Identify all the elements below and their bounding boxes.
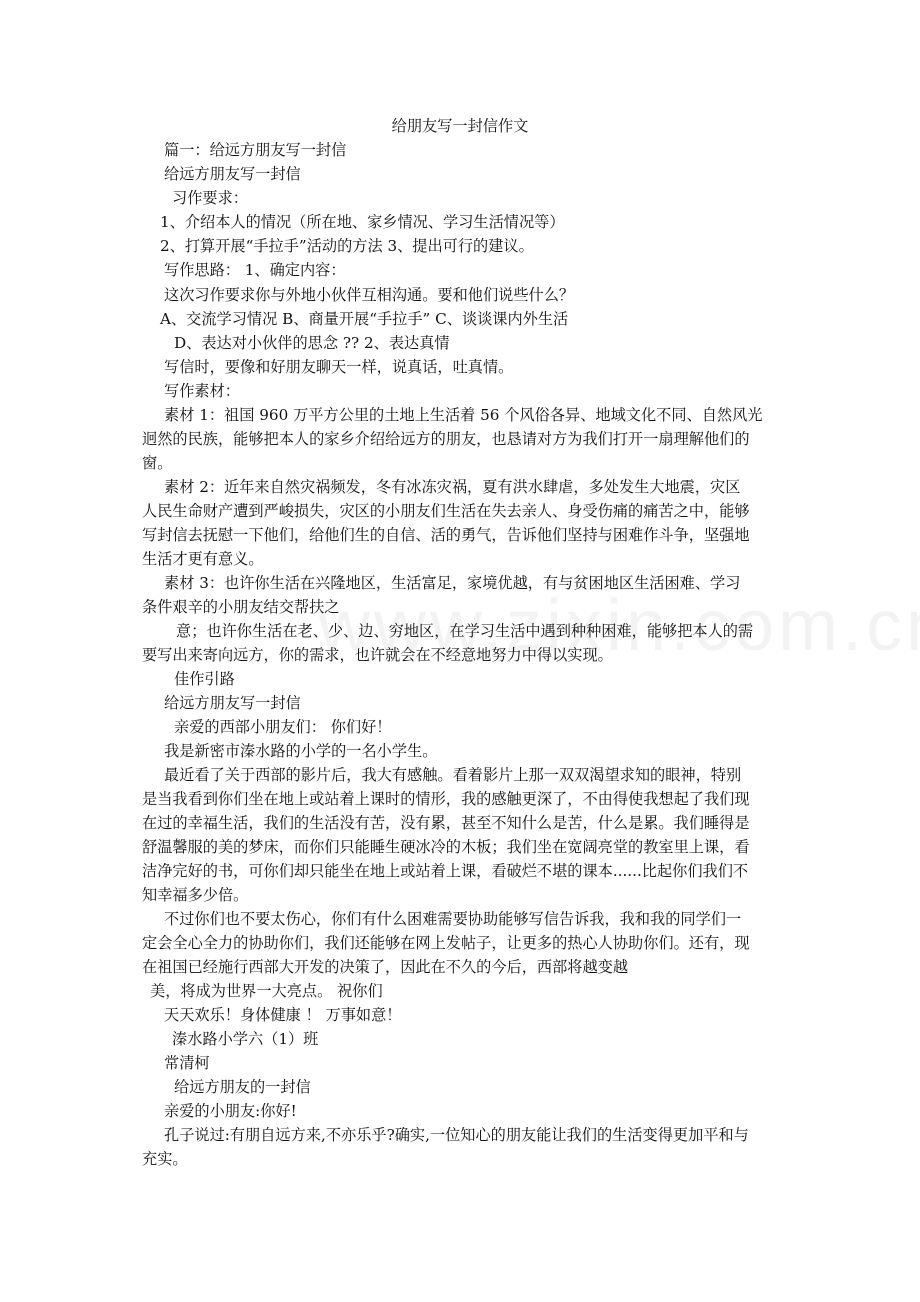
- text-line: 1、介绍本人的情况（所在地、家乡情况、学习生活情况等）: [160, 213, 565, 231]
- document-title: 给朋友写一封信作文: [391, 117, 529, 135]
- text-line: 亲爱的小朋友:你好!: [164, 1102, 297, 1120]
- text-line: 在过的幸福生活，我们的生活没有苦，没有累，甚至不知什么是苦，什么是累。我们睡得是: [142, 814, 750, 832]
- text-line: 充实。: [142, 1150, 188, 1168]
- text-line: 洁净完好的书，可你们却只能坐在地上或站着上课，看破烂不堪的课本......比起你们我们不: [142, 862, 749, 880]
- text-line: 条件艰辛的小朋友结交帮扶之: [142, 598, 340, 616]
- text-line: 写作素材：: [164, 382, 240, 400]
- text-line: 要写出来寄向远方，你的需求，也许就会在不经意地努力中得以实现。: [142, 646, 613, 664]
- text-line: 意；也许你生活在老、少、边、穷地区，在学习生活中遇到种种困难，能够把本人的需: [176, 622, 754, 640]
- text-line: 最近看了关于西部的影片后，我大有感触。看着影片上那一双双渴望求知的眼神，特别: [164, 766, 742, 784]
- text-line: 给远方朋友写一封信: [164, 694, 301, 712]
- text-line: 我是新密市溱水路的小学的一名小学生。: [164, 742, 438, 760]
- text-line: 知幸福多少倍。: [142, 886, 249, 904]
- text-line: 习作要求：: [172, 189, 248, 207]
- text-line: A、交流学习情况 B、商量开展“手拉手” C、谈谈课内外生活: [160, 310, 569, 328]
- text-line: 佳作引路: [174, 670, 235, 688]
- text-line: 这次习作要求你与外地小伙伴互相沟通。要和他们说些什么？: [164, 286, 575, 304]
- text-line: 溱水路小学六（1）班: [172, 1030, 319, 1048]
- text-line: 定会全心全力的协助你们，我们还能够在网上发帖子，让更多的热心人协助你们。还有，现: [142, 934, 750, 952]
- section-heading: 篇一：给远方朋友写一封信: [164, 141, 347, 159]
- text-line: 2、打算开展“手拉手”活动的方法 3、提出可行的建议。: [160, 237, 534, 255]
- text-line: 常清柯: [164, 1054, 210, 1072]
- text-line: 亲爱的西部小朋友们： 你们好！: [174, 718, 392, 736]
- text-line: 素材 3：也许你生活在兴隆地区，生活富足，家境优越，有与贫困地区生活困难、学习: [164, 574, 741, 592]
- text-line: 迥然的民族，能够把本人的家乡介绍给远方的朋友，也恳请对方为我们打开一扇理解他们的: [142, 430, 750, 448]
- text-line: 人民生命财产遭到严峻损失，灾区的小朋友们生活在失去亲人、身受伤痛的痛苦之中，能够: [142, 502, 750, 520]
- text-line: 写信时，要像和好朋友聊天一样，说真话，吐真情。: [164, 358, 514, 376]
- text-line: D、表达对小伙伴的思念 ?? 2、表达真情: [174, 334, 450, 352]
- text-line: 不过你们也不要太伤心，你们有什么困难需要协助能够写信告诉我，我和我的同学们一: [164, 910, 742, 928]
- text-line: 窗。: [142, 454, 173, 472]
- text-line: 素材 1：祖国 960 万平方公里的土地上生活着 56 个风俗各异、地域文化不同、自然风光: [164, 406, 763, 424]
- text-line: 美，将成为世界一大亮点。 祝你们: [150, 982, 383, 1000]
- text-line: 给远方朋友写一封信: [164, 165, 301, 183]
- text-line: 孔子说过:有朋自远方来,不亦乐乎?确实,一位知心的朋友能让我们的生活变得更加平和与: [164, 1126, 749, 1144]
- text-line: 天天欢乐！身体健康 ！ 万事如意！: [164, 1006, 402, 1024]
- text-line: 写封信去抚慰一下他们，给他们生的自信、活的勇气，告诉他们坚持与困难作斗争，坚强地: [142, 526, 750, 544]
- text-line: 舒温馨服的美的梦床，而你们只能睡生硬冰冷的木板；我们坐在宽阔亮堂的教室里上课，看: [142, 838, 750, 856]
- text-line: 是当我看到你们坐在地上或站着上课时的情形，我的感触更深了，不由得使我想起了我们现: [142, 790, 750, 808]
- text-line: 给远方朋友的一封信: [174, 1078, 311, 1096]
- text-line: 写作思路： 1、确定内容：: [164, 261, 346, 279]
- text-line: 生活才更有意义。: [142, 550, 264, 568]
- text-line: 素材 2：近年来自然灾祸频发，冬有冰冻灾祸，夏有洪水肆虐，多处发生大地震，灾区: [164, 478, 741, 496]
- text-line: 在祖国已经施行西部大开发的决策了，因此在不久的今后，西部将越变越: [142, 958, 628, 976]
